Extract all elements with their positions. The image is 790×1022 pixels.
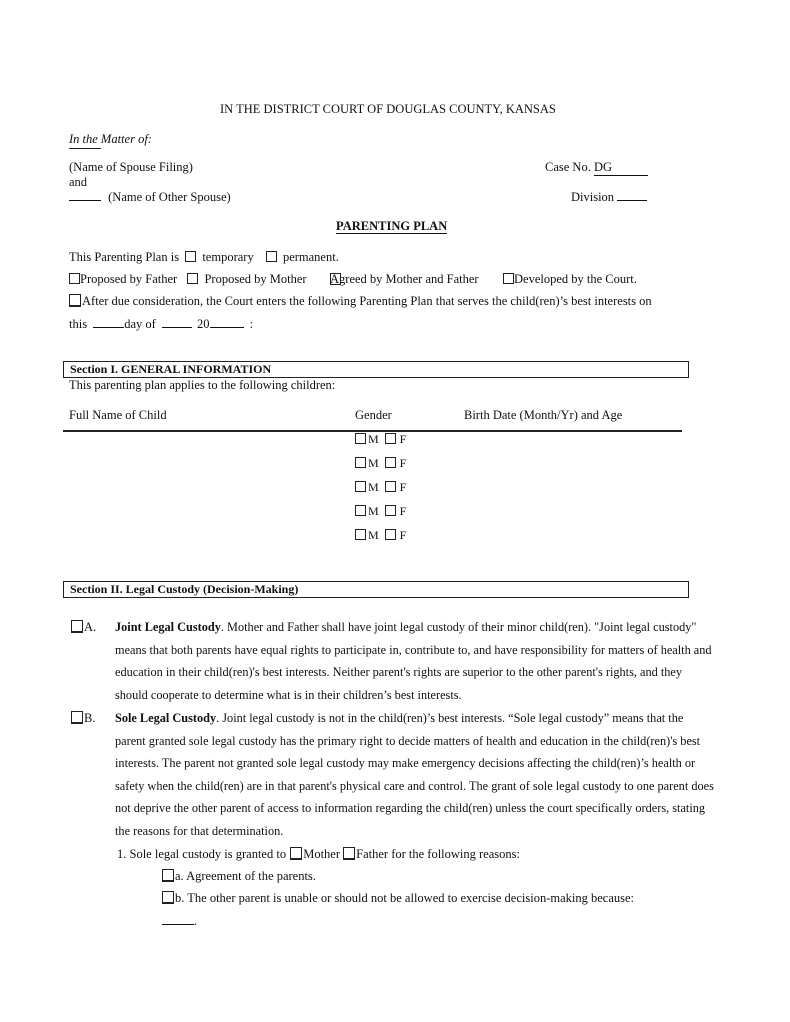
sole-custody-body: . Joint legal custody is not in the child(ren)’s best interests. “Sole legal custody” means that the parent granted sole legal custody has the primary right to decide matters of health and education in the child(ren)'s best interests. The parent not granted sole legal custody may make emergency decisions affecting the child(ren)’s health or safety when the child(ren) are in that parent's physical care and control. The grant of sole legal custody to one parent does not deprive the other parent of access to information regarding the child(ren) unless the court specifically orders, stating the reasons for that determination. [115,711,714,838]
child-row-5 [355,529,406,542]
temporary-checkbox[interactable] [185,251,196,262]
option-a-marker [71,620,96,635]
permanent-checkbox[interactable] [266,251,277,262]
date-this-label: this [69,317,88,331]
permanent-label: permanent. [282,250,339,264]
sole-custody-heading: Sole Legal Custody [115,711,217,725]
reason-a-row [162,869,316,884]
reason-b-row [162,891,634,906]
option-a-letter: A. [84,620,97,634]
proposed-by-mother-label: Proposed by Mother [204,272,307,286]
granted-father-label: Father for the following reasons: [356,847,520,861]
other-spouse-name-blank[interactable] [69,189,101,201]
year-prefix: 20 [197,317,210,331]
proposed-by-mother-checkbox[interactable] [187,273,198,284]
gender-f-label: F [399,504,407,518]
gender-m-label: M [368,528,379,542]
court-statement-text: After due consideration, the Court enters the following Parenting Plan that serves the child(ren)’s best interests on [82,294,652,308]
reason-b-blank[interactable] [162,913,194,925]
reason-a-label: a. Agreement of the parents. [175,869,316,883]
in-the-matter-label: In the Matter of: [69,132,152,146]
developed-by-court-label: Developed by the Court. [514,272,637,286]
reason-b-checkbox[interactable] [162,891,174,904]
court-statement-checkbox[interactable] [69,294,81,307]
proposed-by-father-label: Proposed by Father [80,272,178,286]
gender-f-checkbox[interactable] [385,481,396,492]
column-header-name: Full Name of Child [69,408,167,422]
column-header-birth: Birth Date (Month/Yr) and Age [464,408,623,422]
division-label: Division [571,190,615,204]
joint-custody-checkbox[interactable] [71,620,83,633]
gender-m-checkbox[interactable] [355,457,366,468]
gender-m-checkbox[interactable] [355,529,366,540]
gender-m-checkbox[interactable] [355,481,366,492]
sole-custody-granted-row [117,847,520,862]
sole-custody-checkbox[interactable] [71,711,83,724]
agreed-checkbox[interactable] [330,273,341,285]
gender-f-label: F [399,432,407,446]
court-title: IN THE DISTRICT COURT OF DOUGLAS COUNTY, KANSAS [220,102,556,116]
agreed-option [330,272,479,287]
reason-b-blank-row [162,913,197,929]
child-row-2 [355,457,406,470]
date-colon: : [249,317,254,331]
gender-f-label: F [399,480,407,494]
spouse-filing-label: (Name of Spouse Filing) [69,160,193,174]
gender-f-checkbox[interactable] [385,505,396,516]
gender-f-checkbox[interactable] [385,457,396,468]
sole-custody-paragraph [115,707,715,843]
gender-f-checkbox[interactable] [385,433,396,444]
child-row-3 [355,481,406,494]
child-row-4 [355,505,406,518]
division-blank[interactable] [617,189,647,201]
joint-custody-body: . Mother and Father shall have joint legal custody of their minor child(ren). "Joint legal custody" means that both parents have equal rights to participate in, contribute to, and have responsibility for matters of health and education in their child(ren)'s best interests. Neither parent's rights are superior to the other parent's rights, and they should cooperate to determine what is in their children’s best interests. [115,620,712,702]
gender-m-label: M [368,504,379,518]
and-label: and [69,175,88,189]
granted-father-checkbox[interactable] [343,847,355,860]
parenting-plan-title: PARENTING PLAN [336,219,448,233]
reason-b-trailing: . [194,914,198,928]
case-no-label: Case No. [545,160,591,174]
case-no-row [545,160,648,176]
option-b-marker [71,711,95,726]
court-statement-row [69,294,652,309]
granted-mother-label: Mother [303,847,341,861]
section-1-header: Section I. GENERAL INFORMATION [63,361,689,378]
temporary-label: temporary [202,250,254,264]
column-header-gender: Gender [355,408,392,422]
section-1-intro: This parenting plan applies to the following children: [69,378,336,392]
developed-by-court-checkbox[interactable] [503,273,514,284]
joint-custody-paragraph [115,616,715,706]
gender-f-label: F [399,456,407,470]
reason-b-label: b. The other parent is unable or should not be allowed to exercise decision-making because: [175,891,635,905]
plan-type-row [69,250,339,265]
gender-f-checkbox[interactable] [385,529,396,540]
spouse-filing-name-blank[interactable] [69,148,101,149]
gender-f-label: F [399,528,407,542]
year-blank[interactable] [210,316,244,328]
day-blank[interactable] [93,316,124,328]
case-no-field[interactable]: DG [594,160,648,176]
child-row-1 [355,433,406,446]
granted-mother-checkbox[interactable] [290,847,302,860]
plan-type-prefix: This Parenting Plan is [69,250,180,264]
developed-by-court-option [503,272,637,287]
gender-m-checkbox[interactable] [355,505,366,516]
agreed-label: Agreed by Mother and Father [330,272,479,286]
gender-m-label: M [368,432,379,446]
date-line [69,316,253,332]
option-b-letter: B. [84,711,96,725]
month-blank[interactable] [162,316,192,328]
gender-m-label: M [368,456,379,470]
other-spouse-label: (Name of Other Spouse) [108,190,231,204]
other-spouse-row [69,189,231,205]
day-of-label: day of [124,317,156,331]
proposed-by-father-checkbox[interactable] [69,273,80,284]
gender-m-label: M [368,480,379,494]
reason-a-checkbox[interactable] [162,869,174,882]
gender-m-checkbox[interactable] [355,433,366,444]
granted-prefix: 1. Sole legal custody is granted to [117,847,287,861]
plan-origin-row [69,272,307,287]
division-row [571,189,647,205]
section-2-header: Section II. Legal Custody (Decision-Making) [63,581,689,598]
joint-custody-heading: Joint Legal Custody [115,620,221,634]
